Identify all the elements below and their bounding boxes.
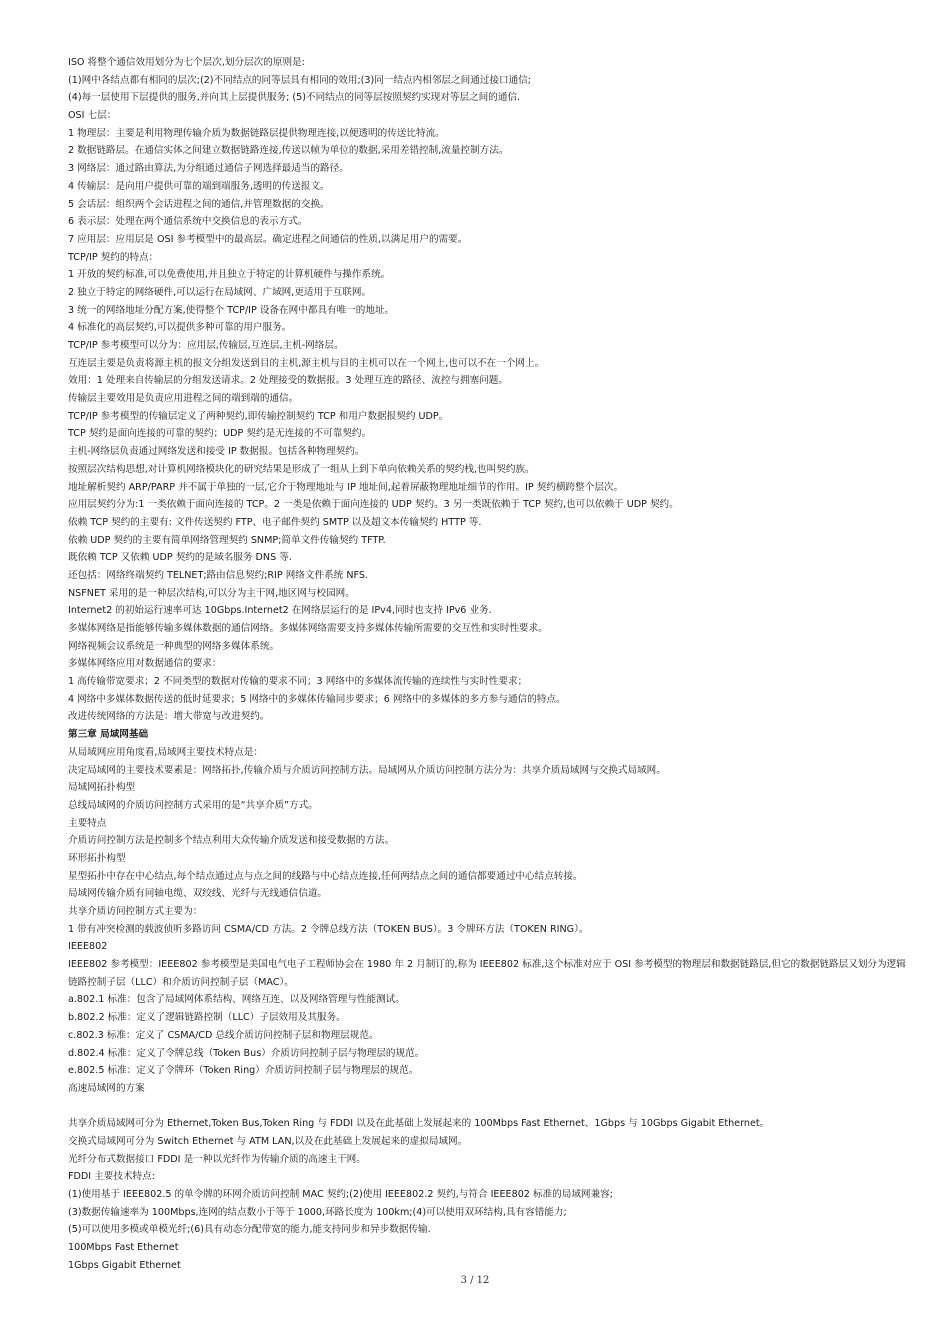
text-line: 主机-网络层负责通过网络发送和接受 IP 数据报。包括各种物理契约。 [68, 446, 365, 458]
text-line: 4 网络中多媒体数据传送的低时延要求；5 网络中的多媒体传输同步要求；6 网络中的多媒体的多方参与通信的特点。 [68, 693, 566, 705]
text-line: TCP/IP 参考模型可以分为：应用层,传输层,互连层,主机-网络层。 [68, 340, 344, 351]
text-line: d.802.4 标准：定义了令牌总线（Token Bus）介质访问控制子层与物理层的规范。 [68, 1047, 425, 1059]
text-line: 主要特点 [68, 817, 107, 829]
blank-line [68, 1098, 908, 1116]
text-line: TCP/IP 参考模型的传输层定义了两种契约,即传输控制契约 TCP 和用户数据报契约 UDP。 [68, 410, 449, 422]
text-line: (1)网中各结点都有相同的层次;(2)不同结点的同等层具有相同的效用;(3)同一结点内相邻层之间通过接口通信; [68, 74, 531, 86]
text-line: ISO 将整个通信效用划分为七个层次,划分层次的原则是: [68, 57, 305, 68]
text-line: 多媒体网络应用对数据通信的要求： [68, 658, 222, 670]
page-number: 3 / 12 [460, 1275, 490, 1286]
text-line: 1 带有冲突检测的载波侦听多路访问 CSMA/CD 方法。2 令牌总线方法（TOKEN BUS）。3 令牌环方法（TOKEN RING）。 [68, 923, 589, 935]
text-line: 光纤分布式数据接口 FDDI 是一种以光纤作为传输介质的高速主干网。 [68, 1153, 366, 1165]
text-line: 应用层契约分为:1 一类依赖于面向连接的 TCP。2 一类是依赖于面向连接的 UDP 契约。3 另一类既依赖于 TCP 契约,也可以依赖于 UDP 契约。 [68, 499, 679, 511]
text-line: 局域网拓扑构型 [68, 782, 136, 794]
text-line: a.802.1 标准：包含了局域网体系结构、网络互连、以及网络管理与性能测试。 [68, 994, 405, 1006]
text-line: 网络视频会议系统是一种典型的网络多媒体系统。 [68, 640, 280, 652]
text-line: 3 网络层：通过路由算法,为分组通过通信子网选择最适当的路径。 [68, 163, 349, 175]
text-line: 效用：1 处理来自传输层的分组发送请求。2 处理接受的数据报。3 处理互连的路径、流控与拥塞问题。 [68, 375, 508, 387]
text-line: b.802.2 标准：定义了逻辑链路控制（LLC）子层效用及其服务。 [68, 1012, 346, 1024]
text-line: FDDI 主要技术特点: [68, 1171, 155, 1183]
text-line: (1)使用基于 IEEE802.5 的单令牌的环网介质访问控制 MAC 契约;(2)使用 IEEE802.2 契约,与符合 IEEE802 标准的局域网兼容; [68, 1189, 613, 1201]
text-line: IEEE802 [68, 941, 108, 953]
text-line: 依赖 UDP 契约的主要有简单网络管理契约 SNMP;简单文件传输契约 TFTP. [68, 534, 386, 546]
text-line: 1 开放的契约标准,可以免费使用,并且独立于特定的计算机硬件与操作系统。 [68, 269, 391, 281]
text-line: TCP/IP 契约的特点： [68, 251, 159, 263]
text-line: 共享介质局域网可分为 Ethernet,Token Bus,Token Ring 与 FDDI 以及在此基础上发展起来的 100Mbps Fast Ethernet、1Gbps 与 10Gbps Gigabit Ethernet。 [68, 1118, 770, 1130]
text-line: 7 应用层：应用层是 OSI 参考模型中的最高层。确定进程之间通信的性质,以满足用户的需要。 [68, 233, 468, 245]
text-line: 互连层主要是负责将源主机的报文分组发送到目的主机,源主机与目的主机可以在一个网上,也可以不在一个网上。 [68, 357, 545, 369]
text-line: 介质访问控制方法是控制多个结点利用大众传输介质发送和接受数据的方法。 [68, 835, 395, 847]
text-line: 1 物理层：主要是利用物理传输介质为数据链路层提供物理连接,以便透明的传送比特流。 [68, 127, 445, 139]
text-line: 还包括：网络终端契约 TELNET;路由信息契约;RIP 网络文件系统 NFS. [68, 569, 368, 581]
text-line: 传输层主要效用是负责应用进程之间的端到端的通信。 [68, 393, 299, 405]
text-line: c.802.3 标准：定义了 CSMA/CD 总线介质访问控制子层和物理层规范。 [68, 1029, 379, 1041]
text-line: 地址解析契约 ARP/PARP 并不属于单独的一层,它介于物理地址与 IP 地址间,起着屏蔽物理地址细节的作用。IP 契约横跨整个层次。 [68, 481, 624, 493]
text-line: 环形拓扑构型 [68, 852, 126, 864]
text-line: 4 标准化的高层契约,可以提供多种可靠的用户服务。 [68, 322, 292, 334]
text-line: 3 统一的网络地址分配方案,使得整个 TCP/IP 设备在网中都具有唯一的地址。 [68, 304, 395, 316]
section-heading: 第三章 局域网基础 [68, 729, 149, 741]
text-line: 6 表示层：处理在两个通信系统中交换信息的表示方式。 [68, 216, 308, 228]
text-line: Internet2 的初始运行速率可达 10Gbps.Internet2 在网络层运行的是 IPv4,同时也支持 IPv6 业务. [68, 605, 492, 617]
text-line: 按照层次结构思想,对计算机网络模块化的研究结果是形成了一组从上到下单向依赖关系的契约栈,也叫契约族。 [68, 463, 535, 475]
text-line: 共享介质访问控制方式主要为： [68, 906, 203, 917]
text-line: 1 高传输带宽要求；2 不同类型的数据对传输的要求不同；3 网络中的多媒体流传输的连续性与实时性要求； [68, 676, 528, 688]
text-line: 1Gbps Gigabit Ethernet [68, 1259, 181, 1271]
text-line: 多媒体网络是指能够传输多媒体数据的通信网络。多媒体网络需要支持多媒体传输所需要的交互性和实时性要求。 [68, 623, 548, 634]
text-line: 2 数据链路层。在通信实体之间建立数据链路连接,传送以帧为单位的数据,采用差错控制,流量控制方法。 [68, 145, 509, 157]
text-line: 100Mbps Fast Ethernet [68, 1242, 179, 1254]
text-line: IEEE802 参考模型：IEEE802 参考模型是美国电气电子工程师协会在 1980 年 2 月制订的,称为 IEEE802 标准,这个标准对应于 OSI 参考模型的物理层和数据链路层,但它的数据链路层又划分为逻辑链路控制子层（LLC）和介质访问控制子层（MAC）。 [68, 959, 906, 988]
text-line: 星型拓扑中存在中心结点,每个结点通过点与点之间的线路与中心结点连接,任何两结点之间的通信都要通过中心结点转接。 [68, 870, 583, 882]
text-line: (4)每一层使用下层提供的服务,并向其上层提供服务; (5)不同结点的同等层按照契约实现对等层之间的通信. [68, 92, 521, 104]
text-line: NSFNET 采用的是一种层次结构,可以分为主干网,地区网与校园网。 [68, 587, 355, 599]
text-line: 交换式局域网可分为 Switch Ethernet 与 ATM LAN,以及在此基础上发展起来的虚拟局域网。 [68, 1135, 468, 1147]
text-line: (5)可以使用多模或单模光纤;(6)具有动态分配带宽的能力,能支持同步和异步数据传输. [68, 1224, 431, 1236]
text-line: 4 传输层：是向用户提供可靠的端到端服务,透明的传送报文。 [68, 180, 330, 192]
document-page [68, 54, 908, 1274]
text-line: 改进传统网络的方法是：增大带宽与改进契约。 [68, 711, 270, 723]
text-line: 既依赖 TCP 又依赖 UDP 契约的是域名服务 DNS 等. [68, 552, 292, 564]
text-line: TCP 契约是面向连接的可靠的契约；UDP 契约是无连接的不可靠契约。 [68, 428, 372, 440]
text-line: 高速局域网的方案 [68, 1082, 145, 1094]
text-line: 决定局域网的主要技术要素是：网络拓扑,传输介质与介质访问控制方法。局域网从介质访问控制方法分为：共享介质局域网与交换式局域网。 [68, 764, 666, 776]
text-line: 局域网传输介质有同轴电缆、双绞线、光纤与无线通信信道。 [68, 888, 328, 900]
text-line: 从局域网应用角度看,局域网主要技术特点是： [68, 746, 263, 758]
text-line: 总线局域网的介质访问控制方式采用的是“共享介质”方式。 [68, 799, 318, 811]
text-line: 5 会话层：组织两个会话进程之间的通信,并管理数据的交换。 [68, 198, 330, 210]
text-line: 依赖 TCP 契约的主要有: 文件传送契约 FTP、电子邮件契约 SMTP 以及超文本传输契约 HTTP 等. [68, 516, 482, 528]
text-line: e.802.5 标准：定义了令牌环（Token Ring）介质访问控制子层与物理层的规范。 [68, 1065, 419, 1077]
text-line: 2 独立于特定的网络硬件,可以运行在局域网、广域网,更适用于互联网。 [68, 286, 372, 298]
text-line: OSI 七层： [68, 110, 117, 122]
text-line: (3)数据传输速率为 100Mbps,连网的结点数小于等于 1000,环路长度为 100km;(4)可以使用双环结构,具有容错能力; [68, 1206, 567, 1218]
